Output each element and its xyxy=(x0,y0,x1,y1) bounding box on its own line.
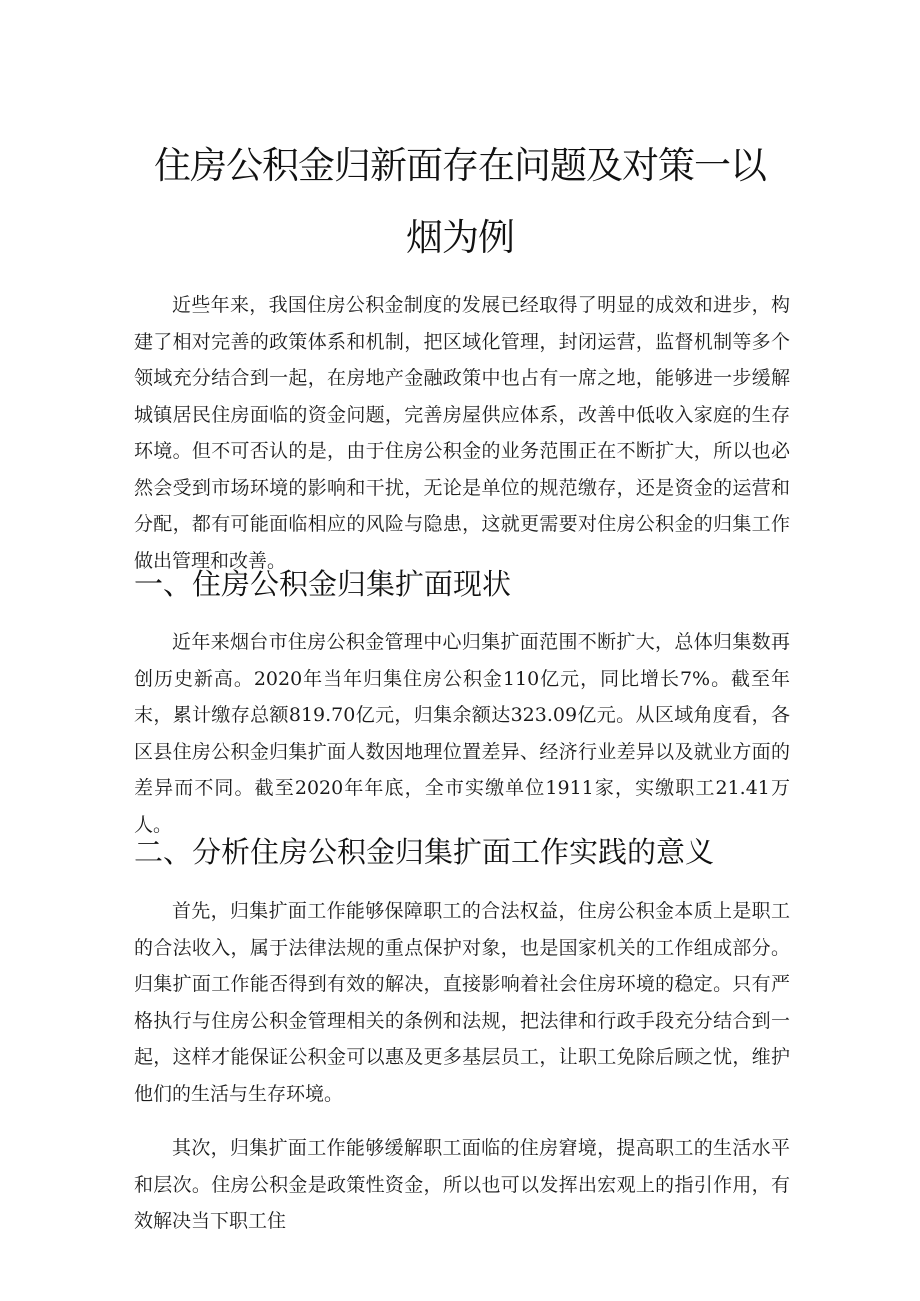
intro-paragraph: 近些年来，我国住房公积金制度的发展已经取得了明显的成效和进步，构建了相对完善的政策体系和机制，把区域化管理，封闭运营，监督机制等多个领域充分结合到一起，在房地产金融政策中也占有一席之地，能够进一步缓解城镇居民住房面临的资金问题，完善房屋供应体系，改善中低收入家庭的生存环境。但不可否认的是，由于住房公积金的业务范围正在不断扩大，所以也必然会受到市场环境的影响和干扰，无论是单位的规范缴存，还是资金的运营和分配，都有可能面临相应的风险与隐患，这就更需要对住房公积金的归集工作做出管理和改善。 xyxy=(134,294,790,572)
section-2-paragraph-2: 其次，归集扩面工作能够缓解职工面临的住房窘境，提高职工的生活水平和层次。住房公积金是政策性资金，所以也可以发挥出宏观上的指引作用，有效解决当下职工住 xyxy=(134,1137,790,1232)
section-1-heading: 一、住房公积金归集扩面现状 xyxy=(134,567,512,601)
section-1-paragraph: 近年来烟台市住房公积金管理中心归集扩面范围不断扩大，总体归集数再创历史新高。2020年当年归集住房公积金110亿元，同比增长7%。截至年末，累计缴存总额819.70亿元，归集余额达323.09亿元。从区域角度看，各区县住房公积金归集扩面人数因地理位置差异、经济行业差异以及就业方面的差异而不同。截至2020年年底，全市实缴单位1911家，实缴职工21.41万人。 xyxy=(134,631,790,836)
document-title-line-1: 住房公积金归新面存在问题及对策一以 xyxy=(154,144,766,187)
section-2-heading: 二、分析住房公积金归集扩面工作实践的意义 xyxy=(134,835,715,869)
document-title-line-2: 烟为例 xyxy=(406,216,514,259)
section-2-paragraph-1: 首先，归集扩面工作能够保障职工的合法权益，住房公积金本质上是职工的合法收入，属于法律法规的重点保护对象，也是国家机关的工作组成部分。归集扩面工作能否得到有效的解决，直接影响着社会住房环境的稳定。只有严格执行与住房公积金管理相关的条例和法规，把法律和行政手段充分结合到一起，这样才能保证公积金可以惠及更多基层员工，让职工免除后顾之忧，维护他们的生活与生存环境。 xyxy=(134,900,790,1105)
